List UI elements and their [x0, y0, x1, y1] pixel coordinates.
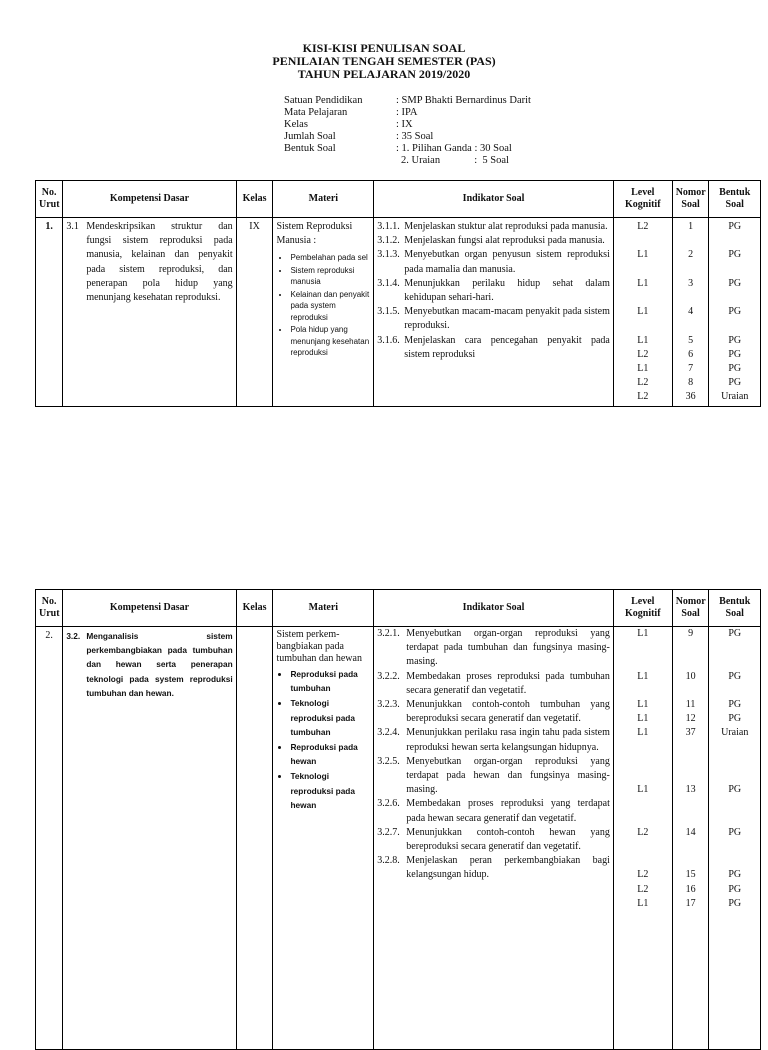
meta-value: : 1. Pilihan Ganda : 30 Soal: [396, 143, 512, 154]
kompetensi-dasar-cell: [63, 627, 236, 1050]
indikator-cell: [374, 627, 614, 1050]
nomor-cell: 9 10 11 12 37 13 14 15 16 17: [672, 627, 709, 1050]
col-nomor: Nomor Soal: [672, 181, 709, 218]
doc-title-line2: PENILAIAN TENGAH SEMESTER (PAS): [272, 54, 496, 68]
list-item: • Pola hidup yang menunjang kesehatan reproduksi: [290, 324, 370, 359]
indikator-item: 3.2.3. Menunjukkan contoh-contoh tumbuhan yang bereproduksi secara generatif dan vegetatif.: [377, 699, 610, 725]
list-item: • Reproduksi pada hewan: [290, 740, 370, 768]
materi-title: Sistem perkem-bangbiakan pada tumbuhan dan hewan: [276, 629, 362, 664]
doc-title-line1: KISI-KISI PENULISAN SOAL: [302, 41, 466, 55]
bentuk-cell: PG PG PG PG PG PG PG PG Uraian: [709, 218, 761, 407]
col-kompetensi-dasar: Kompetensi Dasar: [63, 181, 236, 218]
col-materi: Materi: [273, 590, 374, 627]
col-level: Level Kognitif: [613, 590, 672, 627]
meta-label: Kelas: [284, 119, 308, 130]
table-header-row: [36, 590, 761, 627]
materi-list: [276, 667, 370, 812]
meta-row: [284, 107, 531, 119]
row-number: 1.: [36, 218, 63, 407]
doc-title-line3: TAHUN PELAJARAN 2019/2020: [297, 67, 471, 81]
list-item: • Sistem reproduksi manusia: [290, 265, 370, 288]
table-header-row: [36, 181, 761, 218]
meta-row: [284, 95, 531, 107]
meta-row: [284, 155, 531, 167]
meta-label: Mata Pelajaran: [284, 107, 348, 118]
col-no: No. Urut: [36, 590, 63, 627]
nomor-cell: 1 2 3 4 5 6 7 8 36: [672, 218, 709, 407]
list-item: • Reproduksi pada tumbuhan: [290, 667, 370, 695]
indikator-item: 3.1.3. Menyebutkan organ penyusun sistem reproduksi pada mamalia dan manusia.: [377, 249, 610, 275]
meta-value: : 35 Soal: [396, 131, 434, 142]
row-number: 2.: [36, 627, 63, 1050]
meta-value: : IPA: [396, 107, 418, 118]
kd-number: 3.2.: [66, 631, 81, 641]
list-item: • Kelainan dan penyakit pada system reproduksi: [290, 289, 370, 324]
kelas-cell: IX: [236, 218, 273, 407]
col-no: No. Urut: [36, 181, 63, 218]
meta-value: : IX: [396, 119, 413, 130]
meta-row: [284, 131, 531, 143]
indikator-item: 3.2.5. Menyebutkan organ-organ reproduksi yang terdapat pada hewan dan fungsinya masing-masing.: [377, 755, 610, 796]
indikator-cell: [374, 218, 614, 407]
col-bentuk: Bentuk Soal: [709, 590, 761, 627]
level-cell: L2 L1 L1 L1 L1 L2 L1 L2 L2: [613, 218, 672, 407]
col-materi: Materi: [273, 181, 374, 218]
indikator-item: 3.1.2. Menjelaskan fungsi alat reproduksi pada manusia.: [377, 235, 605, 247]
meta-row: [284, 119, 531, 131]
bentuk-cell: PG PG PG PG Uraian PG PG PG PG PG: [709, 627, 761, 1050]
kelas-cell: [236, 627, 273, 1050]
meta-label: Jumlah Soal: [284, 131, 336, 142]
meta-value: 2. Uraian : 5 Soal: [401, 155, 509, 166]
table-row: [36, 218, 761, 407]
indikator-item: 3.1.1. Menjelaskan stuktur alat reproduksi pada manusia.: [377, 221, 608, 232]
table-row: [36, 627, 761, 1050]
list-item: • Pembelahan pada sel: [290, 252, 370, 264]
kd-text: Mendeskripsikan struktur dan fungsi sistem reproduksi pada manusia, kelainan dan penyakit pada sistem reproduksi, dan penerapan pola hidup yang menunjang kesehatan reproduksi.: [86, 221, 233, 304]
meta-label: Bentuk Soal: [284, 143, 336, 154]
indikator-item: 3.2.6. Membedakan proses reproduksi yang terdapat pada hewan secara generatif dan vegetatif.: [377, 798, 610, 824]
meta-label: Satuan Pendidikan: [284, 95, 363, 106]
materi-cell: [273, 627, 374, 1050]
indikator-item: 3.2.1. Menyebutkan organ-organ reproduksi yang terdapat pada tumbuhan dan fungsinya masing-masing.: [377, 628, 610, 668]
col-nomor: Nomor Soal: [672, 590, 709, 627]
col-kelas: Kelas: [236, 590, 273, 627]
indikator-item: 3.1.4. Menunjukkan perilaku hidup sehat dalam kehidupan sehari-hari.: [377, 277, 610, 304]
list-item: • Teknologi reproduksi pada tumbuhan: [290, 696, 370, 739]
level-cell: L1 L1 L1 L1 L1 L1 L2 L2 L2 L1: [613, 627, 672, 1050]
meta-row: [284, 143, 531, 155]
indikator-item: 3.2.7. Menunjukkan contoh-contoh hewan yang bereproduksi secara generatif dan vegetatif.: [377, 826, 610, 853]
col-bentuk: Bentuk Soal: [709, 181, 761, 218]
col-kelas: Kelas: [236, 181, 273, 218]
col-kompetensi-dasar: Kompetensi Dasar: [63, 590, 236, 627]
kompetensi-dasar-cell: [63, 218, 236, 407]
materi-title: Sistem Reproduksi Manusia :: [276, 221, 353, 247]
indikator-item: 3.1.6. Menjelaskan cara pencegahan penyakit pada sistem reproduksi: [377, 334, 610, 360]
indikator-item: 3.2.8. Menjelaskan peran perkembangbiakan bagi kelangsungan hidup.: [377, 855, 610, 881]
indikator-item: 3.1.5. Menyebutkan macam-macam penyakit pada sistem reproduksi.: [377, 306, 610, 332]
meta-label: [284, 155, 396, 167]
meta-block: [284, 95, 531, 167]
kisi-table-1: [35, 180, 761, 407]
kd-text: Menganalisis sistem perkembangbiakan pada tumbuhan dan hewan serta penerapan teknologi pada system reproduksi tumbuhan dan hewan.: [86, 631, 233, 698]
kd-number: 3.1: [66, 221, 79, 232]
col-level: Level Kognitif: [613, 181, 672, 218]
list-item: • Teknologi reproduksi pada hewan: [290, 769, 370, 812]
kisi-table-2: [35, 589, 761, 1050]
meta-value: : SMP Bhakti Bernardinus Darit: [396, 95, 531, 106]
materi-list: [276, 252, 370, 359]
col-indikator: Indikator Soal: [374, 590, 614, 627]
indikator-item: 3.2.4. Menunjukkan perilaku rasa ingin tahu pada sistem reproduksi hewan serta kelangsungan hidupnya.: [377, 727, 610, 753]
materi-cell: [273, 218, 374, 407]
col-indikator: Indikator Soal: [374, 181, 614, 218]
indikator-item: 3.2.2. Membedakan proses reproduksi pada tumbuhan secara generatif dan vegetatif.: [377, 670, 610, 696]
